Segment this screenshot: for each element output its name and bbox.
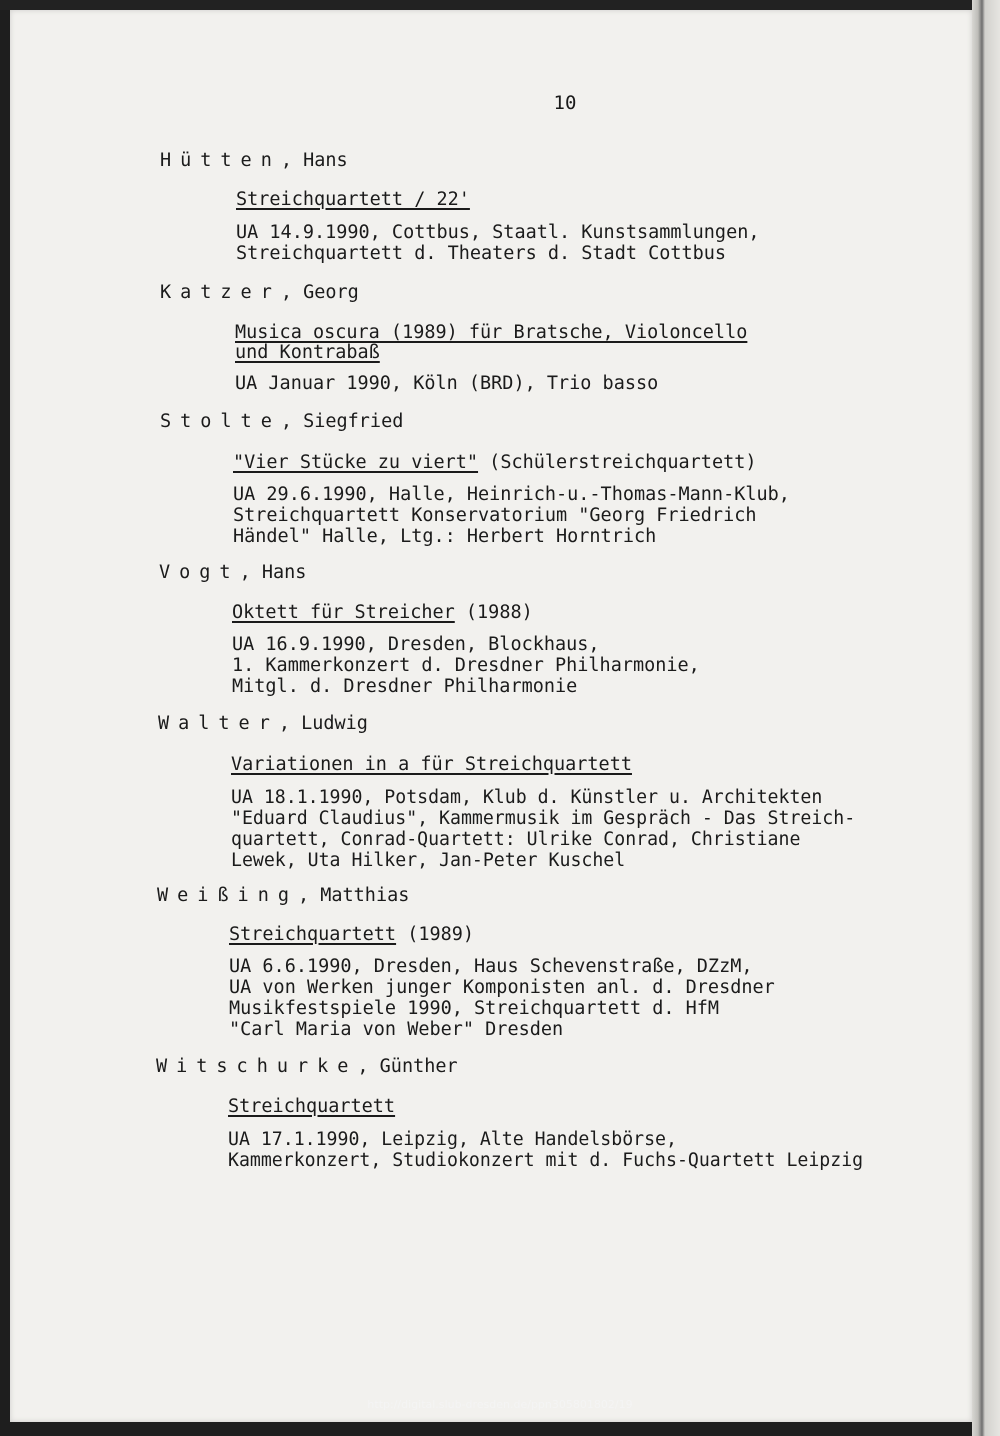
composer-name: Hütten, Hans <box>160 150 348 171</box>
composer-lastname: Katzer <box>160 282 281 303</box>
composer-name: Vogt, Hans <box>159 562 307 583</box>
entry-witschurke-work <box>228 1097 863 1171</box>
entry-witschurke <box>156 1056 458 1078</box>
composer-lastname: Hütten <box>160 150 281 171</box>
scan-right-edge <box>972 0 1000 1436</box>
composer-name: Katzer, Georg <box>160 282 359 303</box>
work-line <box>235 323 747 363</box>
work-line <box>228 1097 863 1117</box>
scan-top-edge <box>0 0 1000 10</box>
composer-name: Witschurke, Günther <box>156 1056 458 1077</box>
entry-weissing <box>157 885 409 907</box>
composer-lastname: Vogt <box>159 562 240 583</box>
composer-lastname: Weißing <box>157 885 298 906</box>
composer-firstname: Ludwig <box>301 713 368 734</box>
work-extra: (1989) <box>396 924 475 945</box>
composer-firstname: Georg <box>303 282 359 303</box>
performance-info: UA 18.1.1990, Potsdam, Klub d. Künstler u. Architekten "Eduard Claudius", Kammermusik im Gespräch - Das Streich- quartett, Conrad-Quartett: Ulrike Conrad, Christiane Lewek, Uta Hilker, Jan-Peter Kuschel <box>231 787 856 871</box>
work-line <box>233 453 790 473</box>
work-line <box>236 190 759 210</box>
work-title: Streichquartett <box>229 924 397 945</box>
performance-info: UA 17.1.1990, Leipzig, Alte Handelsbörse, Kammerkonzert, Studiokonzert mit d. Fuchs-Quartett Leipzig <box>228 1129 864 1171</box>
entry-weissing-work <box>229 925 775 1040</box>
entry-vogt <box>159 562 306 584</box>
page-number: 10 <box>553 92 577 114</box>
entry-katzer <box>160 282 359 304</box>
composer-lastname: Stolte <box>160 411 281 432</box>
work-line <box>232 603 700 623</box>
performance-info: UA 14.9.1990, Cottbus, Staatl. Kunstsammlungen, Streichquartett d. Theaters d. Stadt Cottbus <box>236 222 760 264</box>
composer-lastname: Walter <box>158 713 279 734</box>
composer-firstname: Hans <box>303 150 348 171</box>
work-title: Oktett für Streicher <box>232 602 455 623</box>
composer-firstname: Günther <box>379 1056 458 1077</box>
entry-stolte <box>160 411 403 433</box>
entry-walter <box>158 713 368 735</box>
entry-vogt-work <box>232 603 700 697</box>
footer-url: http://digital.slub-dresden.de/ppn305801802/19 <box>367 1398 633 1411</box>
work-line <box>231 755 855 775</box>
performance-info: UA 16.9.1990, Dresden, Blockhaus, 1. Kammerkonzert d. Dresdner Philharmonie, Mitgl. d. Dresdner Philharmonie <box>232 634 700 697</box>
work-line <box>229 925 775 945</box>
work-title: Streichquartett / 22' <box>236 189 470 210</box>
work-title: Streichquartett <box>228 1096 396 1117</box>
performance-info: UA Januar 1990, Köln (BRD), Trio basso <box>235 373 659 394</box>
performance-info: UA 6.6.1990, Dresden, Haus Schevenstraße, DZzM, UA von Werken junger Komponisten anl. d. Dresdner Musikfestspiele 1990, Streichquartett d. HfM "Carl Maria von Weber" Dresden <box>229 956 775 1040</box>
entry-stolte-work <box>233 453 790 547</box>
work-extra: (Schülerstreichquartett) <box>478 452 757 473</box>
composer-name: Weißing, Matthias <box>157 885 410 906</box>
entry-huetten <box>160 150 348 172</box>
performance-info: UA 29.6.1990, Halle, Heinrich-u.-Thomas-Mann-Klub, Streichquartett Konservatorium "Georg Friedrich Händel" Halle, Ltg.: Herbert Horntrich <box>233 484 790 547</box>
work-extra: (1988) <box>454 602 533 623</box>
composer-firstname: Siegfried <box>303 411 404 432</box>
composer-lastname: Witschurke <box>156 1056 358 1077</box>
composer-name: Walter, Ludwig <box>158 713 368 734</box>
entry-walter-work <box>231 755 855 871</box>
work-title: Musica oscura (1989) für Bratsche, Violoncello und Kontrabaß <box>235 322 748 363</box>
entry-katzer-work <box>235 323 747 394</box>
composer-firstname: Hans <box>261 562 307 583</box>
entry-huetten-work <box>236 190 759 264</box>
work-title: Variationen in a für Streichquartett <box>231 754 632 775</box>
composer-name: Stolte, Siegfried <box>160 411 404 432</box>
composer-firstname: Matthias <box>320 885 410 906</box>
work-title: "Vier Stücke zu viert" <box>233 452 479 473</box>
